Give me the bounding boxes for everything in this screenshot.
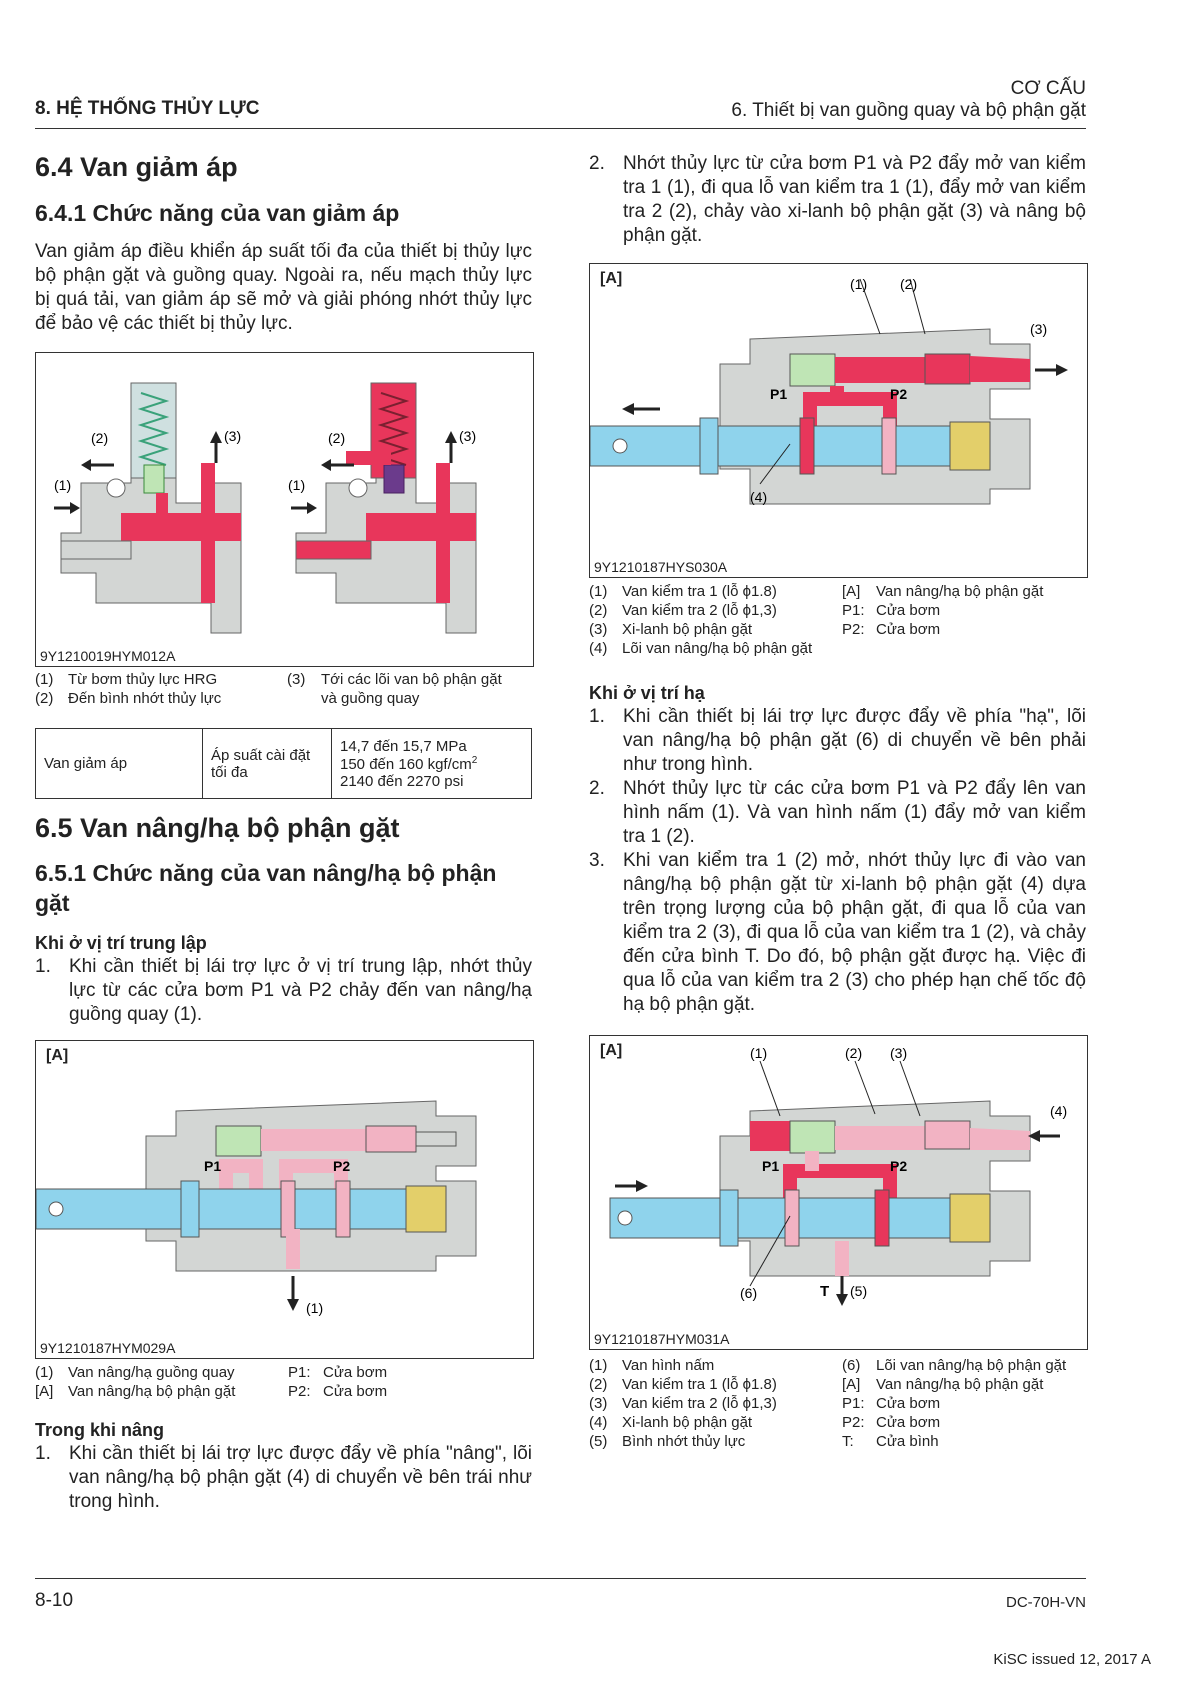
legend-value: Cửa bơm — [323, 1383, 388, 1400]
fig-label-p2: P2 — [333, 1158, 351, 1174]
label-2-right: (2) — [328, 430, 346, 446]
page-number: 8-10 — [35, 1590, 74, 1611]
section-header-right-1: CƠ CẤU — [1010, 78, 1086, 99]
relief-valve-open — [291, 383, 476, 633]
legend-key: P2: — [842, 1414, 865, 1431]
list-number: 1. — [35, 956, 51, 977]
lower-valve-diagram — [590, 1036, 1087, 1349]
fig-label-1: (1) — [750, 1045, 768, 1061]
legend-key: P2: — [842, 621, 865, 638]
legend-lower — [589, 1356, 1086, 1451]
legend-value: Từ bơm thủy lực HRG — [68, 671, 218, 688]
label-1-left: (1) — [54, 477, 72, 493]
relief-valve-closed — [54, 383, 241, 633]
list-text: Khi cần thiết bị lái trợ lực được đẩy về phía "hạ", lõi van nâng/hạ bộ phận gặt (6) di chuyển về bên phải như trong hình. — [623, 706, 1086, 775]
fig-label-1: (1) — [850, 276, 868, 292]
legend-key: (4) — [589, 640, 608, 657]
label-3-left: (3) — [224, 428, 242, 444]
legend-value: Van nâng/hạ bộ phận gặt — [68, 1383, 236, 1400]
spec-value-kgf — [340, 755, 523, 773]
heading-neutral: Khi ở vị trí trung lập — [35, 933, 207, 953]
header-rule — [35, 128, 1086, 129]
figure-relief-valve — [35, 352, 534, 667]
document-code: DC-70H-VN — [1005, 1594, 1086, 1611]
list-text: Khi cần thiết bị lái trợ lực ở vị trí trung lập, nhớt thủy lực từ các cửa bơm P1 và P2 chảy đến van nâng/hạ guồng quay (1). — [69, 956, 532, 1025]
legend-value: Van nâng/hạ bộ phận gặt — [876, 583, 1044, 600]
legend-key: (1) — [35, 671, 54, 688]
spec-table — [35, 728, 532, 799]
fig-label-6: (6) — [740, 1285, 758, 1301]
list-item — [589, 849, 1086, 1017]
section-header-right-2: 6. Thiết bị van guồng quay và bộ phận gặt — [731, 100, 1086, 121]
figure-code: 9Y1210187HYM029A — [40, 1340, 176, 1356]
legend-value: Van nâng/hạ bộ phận gặt — [876, 1376, 1044, 1393]
legend-key: (1) — [589, 1357, 608, 1374]
list-raise-cont — [589, 152, 1086, 248]
legend-raise — [589, 582, 1086, 658]
legend-key: (3) — [287, 671, 306, 688]
legend-key: P1: — [842, 1395, 865, 1412]
figure-lower — [589, 1035, 1088, 1350]
legend-value: Cửa bơm — [876, 1414, 941, 1431]
fig-label-p2: P2 — [890, 386, 908, 402]
legend-value: Cửa bơm — [323, 1364, 388, 1381]
legend-key: (2) — [589, 1376, 608, 1393]
footer-rule — [35, 1578, 1086, 1579]
figure-tag: [A] — [600, 1042, 623, 1059]
list-number: 2. — [589, 778, 605, 799]
heading-6-4-1: 6.4.1 Chức năng của van giảm áp — [35, 200, 400, 226]
spec-name: Van giảm áp — [36, 729, 203, 799]
legend-value: Cửa bơm — [876, 1395, 941, 1412]
heading-6-5: 6.5 Van nâng/hạ bộ phận gặt — [35, 813, 400, 843]
fig-label-2: (2) — [845, 1045, 863, 1061]
legend-neutral — [35, 1363, 532, 1401]
relief-valve-diagram — [36, 353, 533, 666]
figure-raise — [589, 263, 1088, 578]
figure-code: 9Y1210187HYM031A — [594, 1331, 730, 1347]
legend-value: Lõi van nâng/hạ bộ phận gặt — [876, 1357, 1067, 1374]
legend-key: (1) — [589, 583, 608, 600]
fig-label-4: (4) — [750, 489, 768, 505]
legend-key: (3) — [589, 1395, 608, 1412]
list-neutral — [35, 955, 532, 1027]
label-2-left: (2) — [91, 430, 109, 446]
legend-key: [A] — [35, 1383, 54, 1400]
list-item — [589, 152, 1086, 248]
spec-value-mpa: 14,7 đến 15,7 MPa — [340, 737, 467, 755]
heading-lower: Khi ở vị trí hạ — [589, 683, 705, 703]
legend-value: Tới các lõi van bộ phận gặt — [321, 671, 502, 688]
list-item — [35, 1442, 532, 1514]
figure-code: 9Y1210187HYS030A — [594, 559, 728, 575]
fig-label-3: (3) — [1030, 321, 1048, 337]
fig-label-2: (2) — [900, 276, 918, 292]
legend-key: P2: — [288, 1383, 311, 1400]
list-number: 1. — [35, 1443, 51, 1464]
list-text: Nhớt thủy lực từ các cửa bơm P1 và P2 đẩy lên van hình nấm (1). Và van hình nấm (1) đẩy mở van kiểm tra 1 (2). — [623, 778, 1086, 847]
legend-value: Van nâng/hạ guồng quay — [68, 1364, 235, 1381]
heading-6-5-1-line1: 6.5.1 Chức năng của van nâng/hạ bộ phận — [35, 860, 497, 886]
legend-value: Van kiểm tra 2 (lỗ ϕ1,3) — [622, 602, 777, 619]
legend-value: Van kiểm tra 1 (lỗ ϕ1.8) — [622, 1376, 777, 1393]
fig-label-p1: P1 — [770, 386, 788, 402]
list-number: 2. — [589, 153, 605, 174]
legend-value: Bình nhớt thủy lực — [622, 1433, 746, 1450]
heading-raise: Trong khi nâng — [35, 1420, 164, 1440]
legend-value: Xi-lanh bộ phận gặt — [622, 621, 753, 638]
legend-key: (5) — [589, 1433, 608, 1450]
legend-key: (2) — [589, 602, 608, 619]
list-item — [35, 955, 532, 1027]
legend-relief-valve — [35, 670, 532, 708]
spec-param — [203, 729, 332, 799]
legend-key: (6) — [842, 1357, 861, 1374]
list-number: 3. — [589, 850, 605, 871]
fig-label-5: (5) — [850, 1283, 868, 1299]
legend-value: Lõi van nâng/hạ bộ phận gặt — [622, 640, 813, 657]
legend-value: Cửa bình — [876, 1433, 939, 1450]
section-header-left: 8. HỆ THỐNG THỦY LỰC — [35, 98, 260, 119]
legend-key: (2) — [35, 690, 54, 707]
legend-key: (3) — [589, 621, 608, 638]
list-text: Khi van kiểm tra 1 (2) mở, nhớt thủy lực đi vào van nâng/hạ bộ phận gặt từ xi-lanh bộ phận gặt (4) dựa trên trọng lượng của bộ phận gặt, đi qua lỗ của van kiểm tra 2 (3), đi qua lỗ của van kiểm tra 1 (2), và chảy đến cửa bình T. Do đó, bộ phận gặt được hạ. Việc đi qua lỗ của van kiểm tra 2 (3) cho phép hạn chế tốc độ hạ bộ phận gặt. — [623, 850, 1086, 1015]
spec-value-kgf-text: 150 đến 160 kgf/cm — [340, 755, 472, 773]
figure-code: 9Y1210019HYM012A — [40, 648, 176, 664]
list-lower — [589, 705, 1086, 1017]
neutral-valve-diagram — [36, 1041, 533, 1358]
fig-label-p2: P2 — [890, 1158, 908, 1174]
legend-key: (4) — [589, 1414, 608, 1431]
legend-key: [A] — [842, 1376, 861, 1393]
list-text: Nhớt thủy lực từ cửa bơm P1 và P2 đẩy mở van kiểm tra 1 (1), đi qua lỗ van kiểm tra 1 (1), đẩy mở van kiểm tra 2 (2), chảy vào xi-lanh bộ phận gặt (3) và nâng bộ phận gặt. — [623, 153, 1086, 246]
spec-value-kgf-sup: 2 — [471, 754, 478, 766]
spec-param-line1: Áp suất cài đặt — [211, 746, 311, 764]
figure-neutral — [35, 1040, 534, 1359]
list-text: Khi cần thiết bị lái trợ lực được đẩy về phía "nâng", lõi van nâng/hạ bộ phận gặt (4) di chuyển về bên trái như trong hình. — [69, 1443, 532, 1512]
fig-label-3: (3) — [890, 1045, 908, 1061]
legend-value: Van kiểm tra 1 (lỗ ϕ1.8) — [622, 583, 777, 600]
list-item — [589, 777, 1086, 849]
figure-tag: [A] — [46, 1047, 69, 1064]
legend-value: Xi-lanh bộ phận gặt — [622, 1414, 753, 1431]
legend-value: Van hình nấm — [622, 1357, 715, 1374]
paragraph-relief-valve: Van giảm áp điều khiển áp suất tối đa của thiết bị thủy lực bộ phận gặt và guồng quay. Ngoài ra, nếu mạch thủy lực bị quá tải, van giảm áp sẽ mở và giải phóng nhớt thủy lực để bảo vệ các thiết bị thủy lực. — [35, 241, 532, 334]
fig-label-t: T — [820, 1283, 830, 1300]
list-raise — [35, 1442, 532, 1514]
legend-key: [A] — [842, 583, 861, 600]
legend-key: P1: — [842, 602, 865, 619]
fig-label-p1: P1 — [204, 1158, 222, 1174]
heading-6-5-1-line2: gặt — [35, 890, 70, 916]
issued-note: KiSC issued 12, 2017 A — [993, 1651, 1151, 1668]
raise-valve-diagram — [590, 264, 1087, 577]
fig-label-4: (4) — [1050, 1103, 1068, 1119]
list-item — [589, 705, 1086, 777]
legend-key: (1) — [35, 1364, 54, 1381]
legend-value: Cửa bơm — [876, 621, 941, 638]
fig-label-1: (1) — [306, 1300, 324, 1316]
legend-key: P1: — [288, 1364, 311, 1381]
figure-tag: [A] — [600, 270, 623, 287]
heading-6-4: 6.4 Van giảm áp — [35, 152, 238, 182]
spec-value-psi: 2140 đến 2270 psi — [340, 772, 464, 790]
legend-value: Cửa bơm — [876, 602, 941, 619]
legend-key: T: — [842, 1433, 854, 1450]
legend-value: Van kiểm tra 2 (lỗ ϕ1,3) — [622, 1395, 777, 1412]
legend-value: Đến bình nhớt thủy lực — [68, 690, 222, 707]
legend-value: và guồng quay — [321, 690, 420, 707]
spec-values — [332, 729, 532, 799]
spec-param-line2: tối đa — [211, 763, 248, 781]
label-3-right: (3) — [459, 428, 477, 444]
label-1-right: (1) — [288, 477, 306, 493]
list-number: 1. — [589, 706, 605, 727]
fig-label-p1: P1 — [762, 1158, 780, 1174]
